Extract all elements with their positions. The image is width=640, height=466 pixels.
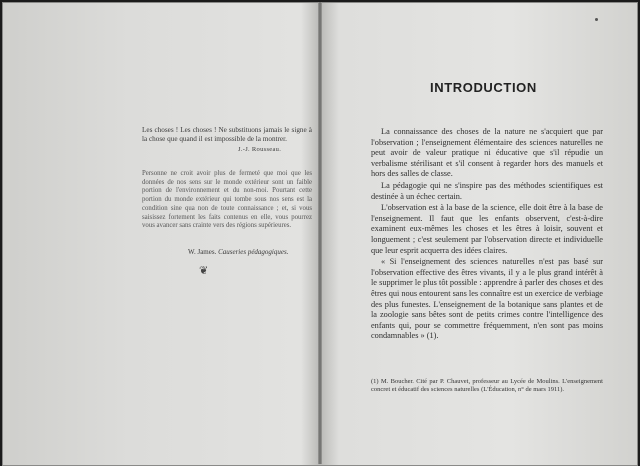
- epigraph-james: Personne ne croit avoir plus de fermeté que moi que les données de nos sens sur le monde extérieur sont un faible portion de l'environnement et du non-moi. Pourtant cette portion du monde extérieur qui tombe sous nos sens est la condition sine qua non de toute connaissance ; et, si vous saisissez fortement les faits contenus en elle, vous pourrez vous avancer sans crainte vers des régions supérieures.: [142, 170, 312, 230]
- right-page: [322, 2, 636, 464]
- epigraph-james-signature: [188, 248, 288, 256]
- page-title: INTRODUCTION: [430, 80, 537, 95]
- paragraph: « Si l'enseignement des sciences naturelles n'est pas basé sur l'observation effective des êtres vivants, il y a le plus grand intérêt à le supprimer le plus tôt possible : apprendre à parler des choses et des êtres qui nous entourent sans les connaître est un exercice de verbiage des plus funestes. L'enseignement de la botanique sans plantes et de la zoologie sans bêtes sont de petits crimes contre l'intelligence des enfants qui, pour se commettre fréquemment, n'en sont pas moins condamnables » (1).: [371, 257, 603, 341]
- left-page: [2, 2, 318, 464]
- paragraph: La pédagogie qui ne s'inspire pas des méthodes scientifiques est destinée à un échec certain.: [371, 180, 603, 201]
- paragraph: La connaissance des choses de la nature ne s'acquiert que par l'observation ; l'enseignement élémentaire des sciences naturelles ne peut avoir de valeur pratique ni éducative que s'il répudie un verbalisme stérilisant et s'il consent à regarder hors des manuels et hors des salles de classe.: [371, 127, 603, 179]
- epigraph-rousseau-author: J.-J. Rousseau.: [238, 146, 282, 153]
- ornament-icon: ❦: [199, 265, 209, 277]
- footnote: (1) M. Boucher. Cité par P. Chauvet, professeur au Lycée de Moulins. L'enseignement concret et éducatif des sciences naturelles (L'Éducation, n° de mars 1911).: [371, 378, 603, 394]
- paragraph: L'observation est à la base de la science, elle doit être à la base de l'enseignement. Il faut que les enfants observent, c'est-à-dire examinent eux-mêmes les choses et les êtres à loisir, souvent et longuement ; c'est seulement par l'observation directe et individuelle que leur esprit acquerra des idées claires.: [371, 203, 603, 255]
- epigraph-james-author: W. James.: [188, 248, 217, 256]
- epigraph-rousseau: Les choses ! Les choses ! Ne substituons jamais le signe à la chose que quand il est impossible de la montrer.: [142, 126, 312, 143]
- body-text: [371, 127, 603, 343]
- epigraph-james-work: Causeries pédagogiques.: [218, 248, 289, 256]
